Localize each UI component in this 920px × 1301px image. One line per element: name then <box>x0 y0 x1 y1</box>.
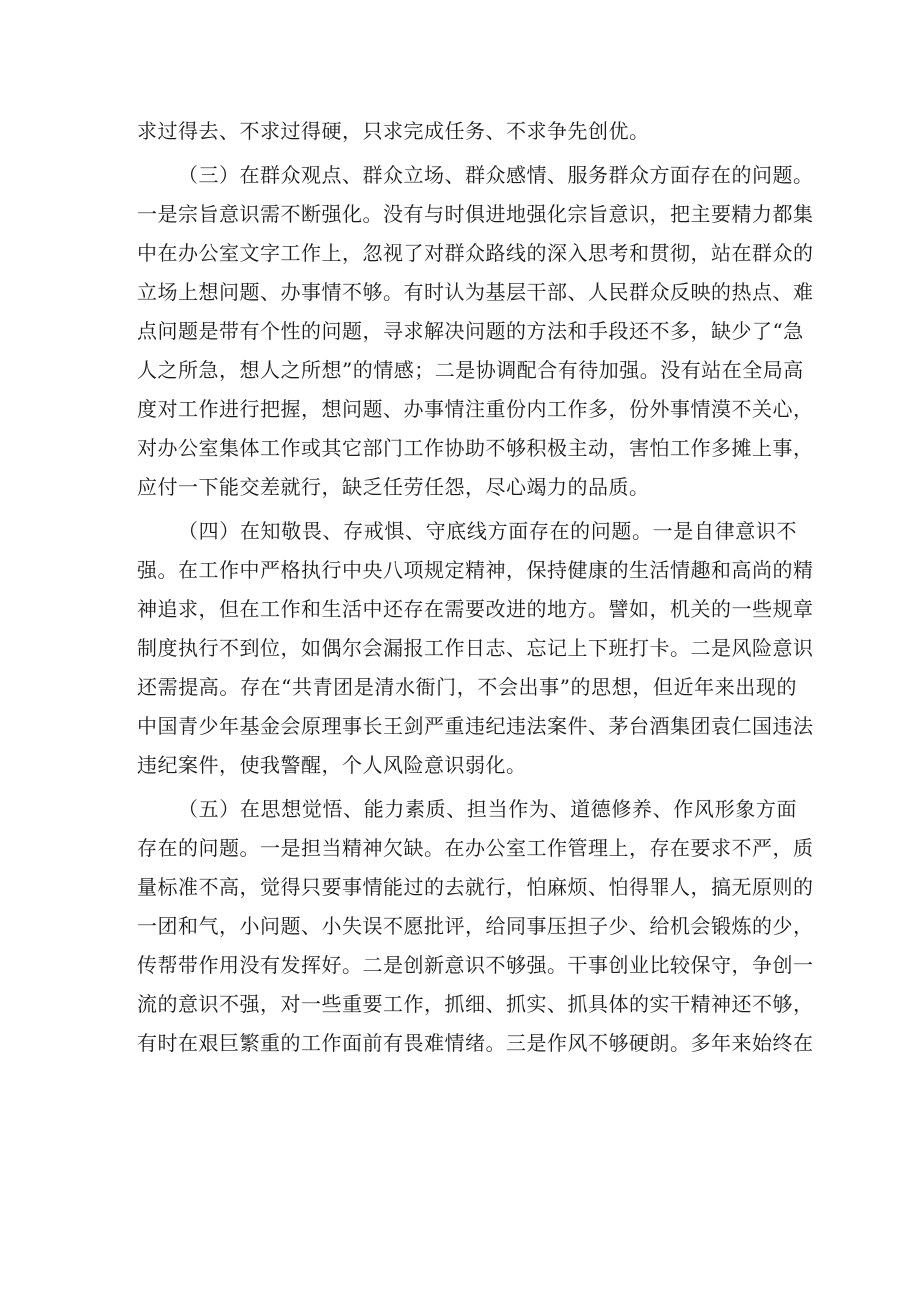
text-line: 对办公室集体工作或其它部门工作协助不够积极主动，害怕工作多摊上事， <box>137 436 814 460</box>
text-line: 人之所急，想人之所想”的情感；二是协调配合有待加强。没有站在全局高 <box>137 358 804 382</box>
text-line: 制度执行不到位，如偶尔会漏报工作日志、忘记上下班打卡。二是风险意识 <box>137 636 814 660</box>
text-line: 量标准不高，觉得只要事情能过的去就行，怕麻烦、怕得罪人，搞无原则的 <box>137 875 814 899</box>
text-line: 一团和气，小问题、小失误不愿批评，给同事压担子少、给机会锻炼的少， <box>137 914 814 938</box>
text-line: 强。在工作中严格执行中央八项规定精神，保持健康的生活情趣和高尚的精 <box>137 558 814 582</box>
document-body <box>137 112 814 1063</box>
section-4-heading-line: （四）在知敬畏、存戒惧、守底线方面存在的问题。一是自律意识不 <box>178 519 797 543</box>
text-line: 中国青少年基金会原理事长王剑严重违纪违法案件、茅台酒集团袁仁国违法 <box>137 714 814 738</box>
text-line: 中在办公室文字工作上，忽视了对群众路线的深入思考和贯彻，站在群众的 <box>137 241 814 265</box>
text-line: 传帮带作用没有发挥好。二是创新意识不够强。干事创业比较保守，争创一 <box>137 953 814 977</box>
text-line: 度对工作进行把握，想问题、办事情注重份内工作多，份外事情漠不关心， <box>137 397 814 421</box>
text-line: 求过得去、不求过得硬，只求完成任务、不求争先创优。 <box>137 119 650 143</box>
text-line: 存在的问题。一是担当精神欠缺。在办公室工作管理上，存在要求不严，质 <box>137 836 814 860</box>
text-line: 应付一下能交差就行，缺乏任劳任怨，尽心竭力的品质。 <box>137 475 650 499</box>
text-line: 神追求，但在工作和生活中还存在需要改进的地方。譬如，机关的一些规章 <box>137 597 814 621</box>
text-line: 点问题是带有个性的问题，寻求解决问题的方法和手段还不多，缺少了“急 <box>137 319 804 343</box>
text-line: 还需提高。存在“共青团是清水衙门，不会出事”的思想，但近年来出现的 <box>137 675 797 699</box>
section-5-heading-line: （五）在思想觉悟、能力素质、担当作为、道德修养、作风形象方面 <box>178 797 797 821</box>
text-line: 违纪案件，使我警醒，个人风险意识弱化。 <box>137 753 527 777</box>
section-3-heading-line: （三）在群众观点、群众立场、群众感情、服务群众方面存在的问题。 <box>178 163 814 187</box>
text-line: 立场上想问题、办事情不够。有时认为基层干部、人民群众反映的热点、难 <box>137 280 814 304</box>
text-line: 有时在艰巨繁重的工作面前有畏难情绪。三是作风不够硬朗。多年来始终在 <box>137 1031 814 1055</box>
text-line: 一是宗旨意识需不断强化。没有与时俱进地强化宗旨意识，把主要精力都集 <box>137 202 814 226</box>
text-line: 流的意识不强，对一些重要工作，抓细、抓实、抓具体的实干精神还不够， <box>137 992 814 1016</box>
